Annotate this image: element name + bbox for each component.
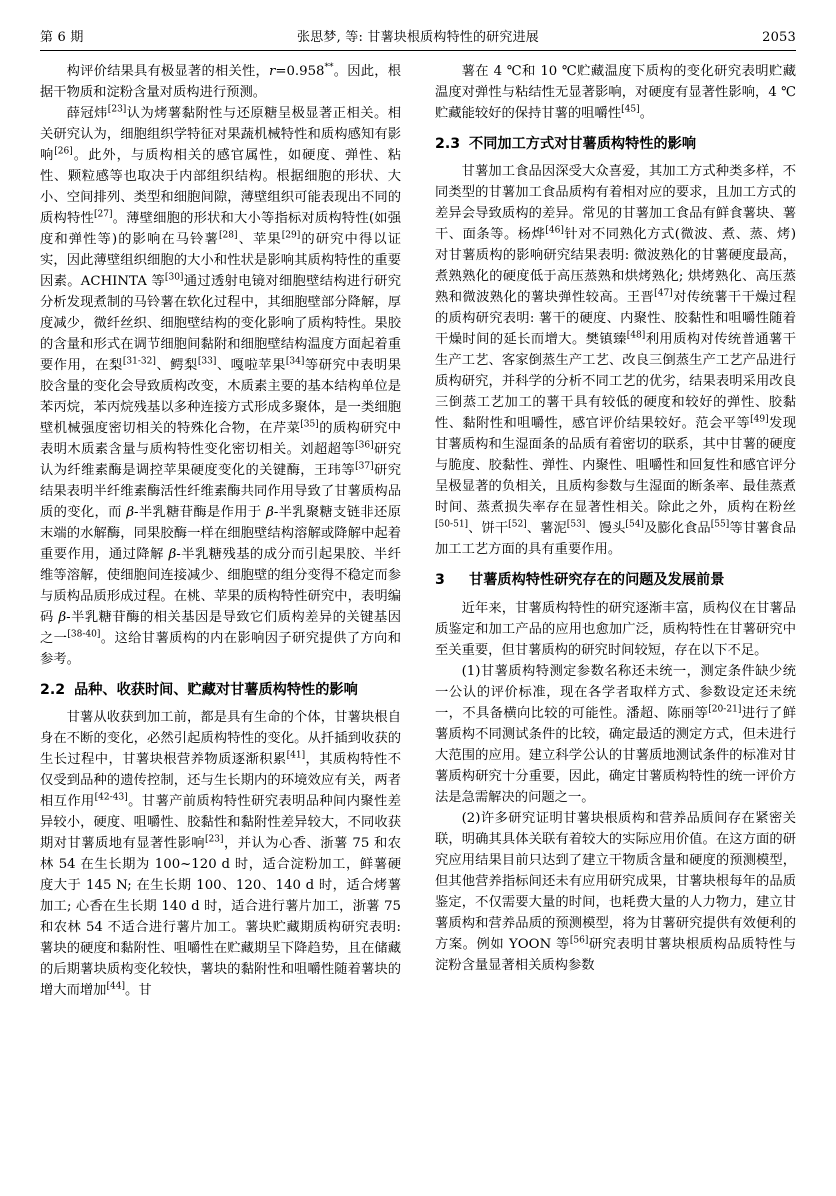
page-number: 2053 [762,30,796,45]
paragraph: (2)许多研究证明甘薯块根质构和营养品质间存在紧密关联，明确其具体关联有着较大的实际应用价值。在这方面的研究应用结果目前只达到了建立干物质含量和硬度的预测模型，但其他营养指标间还未有应用研究成果，甘薯块根每年的品质鉴定，不仅需要大量的时间，也耗费大量的人力物力，建立甘薯质构和营养品质的预测模型，将为甘薯研究提供有效便利的方案。例如 YOON 等[56]研究表明甘薯块根质构品质特性与淀粉含量显著相关质构参数 [435,810,797,973]
paragraph: 近年来，甘薯质构特性的研究逐渐丰富，质构仪在甘薯品质鉴定和加工产品的应用也愈加广泛，质构特性在甘薯研究中至关重要，但甘薯质构的研究时间较短，存在以下不足。 [435,600,796,658]
section-number: 2.2 [40,682,66,698]
right-column [435,61,796,1151]
paragraph: 薛冠炜[23]认为烤薯黏附性与还原糖呈极显著正相关。相关研究认为，细胞组织学特征对果蔬机械特性和质构感知有影响[26]。此外，与质构相关的感官属性，如硬度、弹性、粘性、颗粒感等也取决于内部组织结构。根据细胞的形状、大小、空间排列、类型和细胞间隙，薄壁组织可能表现出不同的质构特性[27]。薄壁细胞的形状和大小等指标对质构特性(如强度和弹性等)的影响在马铃薯[28]、苹果[29]的研究中得以证实，因此薄壁组织细胞的大小和性状是影响其质构特性的重要因素。ACHINTA 等[30]通过透射电镜对细胞壁结构进行研究分析发现煮制的马铃薯在软化过程中，其细胞壁部分降解，厚度减少，微纤丝织、细胞壁结构的变化影响了质构特性。果胶的含量和形式在调节细胞间黏附和细胞壁结构温度方面起着重要作用，在梨[31-32]、鳄梨[33]、嘎啦苹果[34]等研究中表明果胶含量的变化会导致质构改变，木质素主要的基本结构单位是苯丙烷，苯丙烷残基以多种连接方式形成多聚体，是一类细胞壁机械强度密切相关的特殊化合物，在芹菜[35]的质构研究中表明木质素含量与质构特性变化密切相关。刘超超等[36]研究认为纤维素酶是调控苹果硬度变化的关键酶，王玮等[37]研究结果表明半纤维素酶活性纤维素酶共同作用导致了甘薯质构品质的变化，而 β-半乳糖苷酶是作用于 β-半乳聚糖支链非还原末端的水解酶，同果胶酶一样在细胞壁结构溶解或降解中起着重要作用，通过降解 β-半乳糖残基的成分而引起果胶、半纤维等溶解，使细胞间连接减少、细胞壁的组分变得不稳定而参与质构品质形成过程。在桃、苹果的质构特性研究中，表明编码 β-半乳糖苷酶的相关基因是导致它们质构差异的关键基因之一[38-40]。这给甘薯质构的内在影响因子研究提供了方向和参考。 [40,104,402,667]
running-head [40,26,796,50]
paragraph: (1)甘薯质构特测定参数名称还未统一，测定条件缺少统一公认的评价标准，现在各学者取样方式、参数设定还未统一，不具备横向比较的可能性。潘超、陈丽等[20-21]进行了鲜薯质构不同测试条件的比较，确定最适的测定方式，但未进行大范围的应用。建立科学公认的甘薯质地测试条件的标准对甘薯质构研究十分重要，因此，确定甘薯质构特性的统一评价方法是急需解决的问题之一。 [435,663,797,805]
paragraph: 甘薯从收获到加工前，都是具有生命的个体，甘薯块根自身在不断的变化，必然引起质构特性的变化。从扦插到收获的生长过程中，甘薯块根营养物质逐渐积累[41]，其质构特性不仅受到品种的遗传控制，还与生长期内的环境效应有关，两者相互作用[42-43]。甘薯产前质构特性研究表明品种间内聚性差异较小，硬度、咀嚼性、胶黏性和黏附性差异较大，不同收获期对甘薯质地有显著性影响[23]，并认为心香、浙薯 75 和农林 54 在生长期为 100~120 d 时，适合淀粉加工，鲜薯硬度大于 145 N; 在生长期 100、120、140 d 时，适合烤薯加工; 心香在生长期 140 d 时，适合进行薯片加工，浙薯 75 和农林 54 不适合进行薯片加工。薯块贮藏期质构研究表明: 薯块的硬度和黏附性、咀嚼性在贮藏期呈下降趋势，且在储藏的后期薯块质构变化较快，薯块的黏附性和咀嚼性随着薯块的增大而增加[44]。甘 [40,710,402,999]
paragraph: 薯在 4 ℃和 10 ℃贮藏温度下质构的变化研究表明贮藏温度对弹性与粘结性无显著影响，对硬度有显著性影响，4 ℃贮藏能较好的保持甘薯的咀嚼性[45]。 [435,64,796,121]
section-title: 甘薯质构特性研究存在的问题及发展前景 [469,572,725,589]
section-heading-3 [435,569,796,591]
left-column [40,61,401,1151]
paragraph: 构评价结果具有极显著的相关性，r=0.958**。因此，根据干物质和淀粉含量对质构进行预测。 [40,62,402,100]
section-title: 品种、收获时间、贮藏对甘薯质构特性的影响 [74,682,358,698]
section-number: 2.3 [435,136,461,152]
section-heading-2-3 [435,133,796,155]
header-divider [40,50,796,51]
section-title: 不同加工方式对甘薯质构特性的影响 [469,136,697,152]
paragraph: 甘薯加工食品因深受大众喜爱，其加工方式种类多样，不同类型的甘薯加工食品质构有着相对应的要求，且加工方式的差异会导致质构的差异。常见的甘薯加工食品有鲜食薯块、薯干、面条等。杨烨[46]针对不同熟化方式(微波、煮、蒸、烤)对甘薯质构的影响研究结果表明: 微波熟化的甘薯硬度最高，煮熟熟化的硬度低于高压蒸熟和烘烤熟化; 烘烤熟化、高压蒸熟和微波熟化的薯块弹性较高。王晋[47]对传统薯干干燥过程的质构研究表明: 薯干的硬度、内聚性、胶黏性和咀嚼性随着干燥时间的延长而增大。樊镇臻[48]利用质构对传统普通薯干生产工艺、客家倒蒸生产工艺、改良三倒蒸生产工艺产品进行质构研究，并科学的分析不同工艺的优劣，结果表明采用改良三倒蒸工艺加工的薯干具有较低的硬度和较好的弹性、胶黏性、黏附性和咀嚼性，感官评价结果较好。范会平等[49]发现甘薯质构和生湿面条的品质有着密切的联系，其中甘薯的硬度与脆度、胶黏性、弹性、内聚性、咀嚼性和回复性和感官评分呈极显著的负相关，且质构参数与生湿面的断条率、最佳蒸煮时间、蒸煮损失率存在显著性相关。除此之外，质构在粉丝[50-51]、饼干[52]、薯泥[53]、馒头[54]及膨化食品[55]等甘薯食品加工工艺方面的具有重要作用。 [435,164,797,558]
section-number: 3 [435,572,445,589]
running-head-title: 张思梦, 等: 甘薯块根质构特性的研究进展 [297,30,539,45]
two-column-body [40,61,796,1151]
section-heading-2-2 [40,679,401,701]
running-head-issue: 第 6 期 [40,30,84,45]
